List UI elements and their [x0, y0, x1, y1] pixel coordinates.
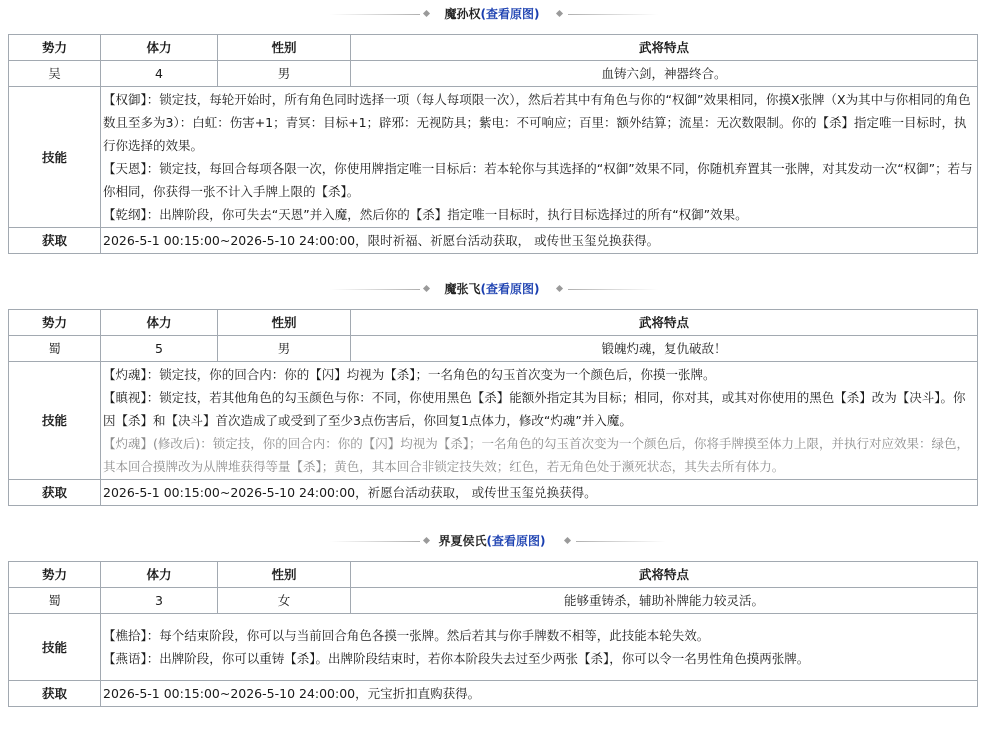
skills-label: 技能: [9, 362, 101, 480]
header-gender: 性别: [218, 562, 351, 588]
header-feature: 武将特点: [351, 35, 978, 61]
skills-cell: [101, 362, 978, 480]
title-decoration-line: [568, 14, 658, 15]
section-title: [0, 0, 984, 28]
diamond-icon: [423, 285, 430, 292]
skill-text: 【樵拾】：每个结束阶段，你可以与当前回合角色各摸一张牌。然后若其与你手牌数不相等，此技能本轮失效。: [103, 628, 710, 643]
header-hp: 体力: [101, 562, 218, 588]
obtain-label: 获取: [9, 480, 101, 506]
faction-value: 蜀: [9, 336, 101, 362]
skills-label: 技能: [9, 614, 101, 681]
section-title: [0, 275, 984, 303]
obtain-label: 获取: [9, 681, 101, 707]
view-original-link[interactable]: (查看原图): [480, 7, 540, 21]
gender-value: 男: [218, 336, 351, 362]
hp-value: 3: [101, 588, 218, 614]
diamond-icon: [423, 537, 430, 544]
skills-label: 技能: [9, 87, 101, 228]
hp-value: 5: [101, 336, 218, 362]
faction-value: 吴: [9, 61, 101, 87]
hp-value: 4: [101, 61, 218, 87]
obtain-label: 获取: [9, 228, 101, 254]
general-section-2: [0, 527, 984, 707]
general-name: 界夏侯氏: [438, 534, 487, 548]
header-gender: 性别: [218, 310, 351, 336]
view-original-link[interactable]: (查看原图): [486, 534, 546, 548]
general-section-1: [0, 275, 984, 506]
faction-value: 蜀: [9, 588, 101, 614]
obtain-value: 2026-5-1 00:15:00~2026-5-10 24:00:00，元宝折扣直购获得。: [101, 681, 978, 707]
skill-text: 【天恩】：锁定技，每回合每项各限一次，你使用牌指定唯一目标后：若本轮你与其选择的“权御”效果不同，你随机弃置其一张牌，对其发动一次“权御”；若与你相同，你获得一张不计入手牌上限的【杀】。: [103, 161, 973, 199]
diamond-icon: [556, 285, 563, 292]
header-faction: 势力: [9, 35, 101, 61]
title-decoration-line: [330, 14, 420, 15]
feature-value: 锻魄灼魂，复仇破敌！: [351, 336, 978, 362]
gender-value: 男: [218, 61, 351, 87]
general-section-0: [0, 0, 984, 254]
title-decoration-line: [330, 289, 420, 290]
skill-text: 【灼魂】：锁定技，你的回合内：你的【闪】均视为【杀】；一名角色的勾玉首次变为一个颜色后，你摸一张牌。: [103, 367, 716, 382]
feature-value: 血铸六剑，神器终合。: [351, 61, 978, 87]
general-table: [8, 561, 978, 707]
general-table: [8, 34, 978, 254]
header-feature: 武将特点: [351, 562, 978, 588]
header-hp: 体力: [101, 35, 218, 61]
diamond-icon: [556, 10, 563, 17]
skill-text: 【瞋视】：锁定技，若其他角色的勾玉颜色与你：不同，你使用黑色【杀】能额外指定其为目标；相同，你对其，或其对你使用的黑色【杀】改为【决斗】。你因【杀】和【决斗】首次造成了或受到了至少3点伤害后，你回复1点体力，修改“灼魂”并入魔。: [103, 390, 966, 428]
title-decoration-line: [568, 289, 658, 290]
modified-skill-text: 【灼魂】(修改后)：锁定技，你的回合内：你的【闪】均视为【杀】；一名角色的勾玉首次变为一个颜色后，你将手牌摸至体力上限，并执行对应效果：绿色，其本回合摸牌改为从牌堆获得等量【杀】；黄色，其本回合非锁定技失效；红色，若无角色处于濒死状态，其失去所有体力。: [103, 436, 970, 474]
title-decoration-line: [576, 541, 666, 542]
diamond-icon: [423, 10, 430, 17]
general-name: 魔孙权: [444, 7, 481, 21]
skills-cell: [101, 614, 978, 681]
skills-cell: [101, 87, 978, 228]
header-faction: 势力: [9, 562, 101, 588]
obtain-value: 2026-5-1 00:15:00~2026-5-10 24:00:00，祈愿台活动获取， 或传世玉玺兑换获得。: [101, 480, 978, 506]
title-decoration-line: [330, 541, 420, 542]
skill-text: 【权御】：锁定技，每轮开始时，所有角色同时选择一项（每人每项限一次），然后若其中有角色与你的“权御”效果相同，你摸X张牌（X为其中与你相同的角色数且至多为3）：白虹：伤害+1；青冥：目标+1；辟邪：无视防具；紫电：不可响应；百里：额外结算；流星：无次数限制。你的【杀】指定唯一目标时，执行你选择的效果。: [103, 92, 971, 153]
skill-text: 【乾纲】：出牌阶段，你可失去“天恩”并入魔，然后你的【杀】指定唯一目标时，执行目标选择过的所有“权御”效果。: [103, 207, 748, 222]
header-faction: 势力: [9, 310, 101, 336]
section-title: [0, 527, 984, 555]
gender-value: 女: [218, 588, 351, 614]
skill-text: 【燕语】：出牌阶段，你可以重铸【杀】。出牌阶段结束时，若你本阶段失去过至少两张【杀】，你可以令一名男性角色摸两张牌。: [103, 651, 810, 666]
header-feature: 武将特点: [351, 310, 978, 336]
view-original-link[interactable]: (查看原图): [480, 282, 540, 296]
feature-value: 能够重铸杀，辅助补牌能力较灵活。: [351, 588, 978, 614]
obtain-value: 2026-5-1 00:15:00~2026-5-10 24:00:00，限时祈福、祈愿台活动获取， 或传世玉玺兑换获得。: [101, 228, 978, 254]
diamond-icon: [564, 537, 571, 544]
general-table: [8, 309, 978, 506]
header-gender: 性别: [218, 35, 351, 61]
general-name: 魔张飞: [444, 282, 481, 296]
header-hp: 体力: [101, 310, 218, 336]
